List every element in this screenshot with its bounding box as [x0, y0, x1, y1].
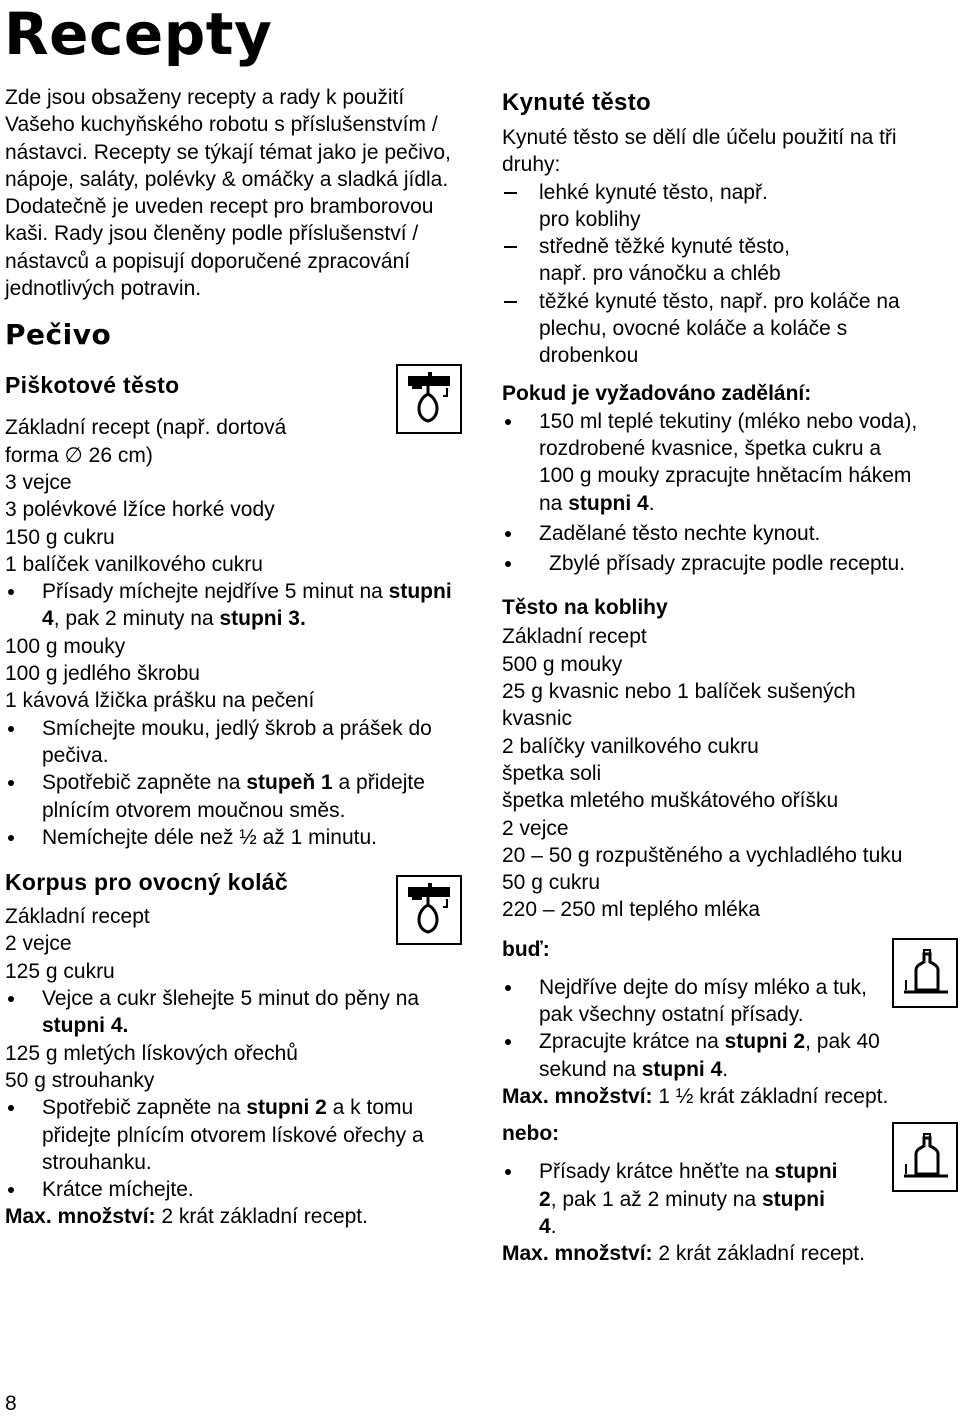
dough-type-item: lehké kynuté těsto, např. pro koblihy [502, 179, 769, 234]
step-item: Nemíchejte déle než ½ až 1 minutu. [5, 824, 475, 851]
step-item: Zbylé přísady zpracujte podle receptu. [502, 550, 957, 577]
zadelani-steps [502, 408, 957, 578]
right-column [502, 86, 957, 1267]
dough-type-item: středně těžké kynuté těsto, např. pro vánočku a chléb [502, 233, 839, 288]
dough-hook-bottle-icon [892, 938, 958, 1008]
ingredient-line: špetka mletého muškátového oříšku [502, 789, 839, 813]
ingredient-line: 125 g mletých lískových ořechů [5, 1041, 298, 1065]
ingredient-line: špetka soli [502, 761, 602, 785]
recipe-heading-koblihy: Těsto na koblihy [502, 596, 668, 620]
kynute-types [502, 179, 957, 370]
kynute-intro: Kynuté těsto se dělí dle účelu použití na tři druhy: [502, 126, 897, 177]
ingredient-line: Základní recept [502, 625, 647, 649]
step-item: 150 ml teplé tekutiny (mléko nebo voda), rozdrobené kvasnice, špetka cukru a 100 g mouky zpracujte hnětacím hákem na stupni 4. [502, 408, 919, 517]
step-item: Nejdříve dejte do mísy mléko a tuk, pak všechny ostatní přísady. [502, 974, 879, 1029]
ingredient-line: Základní recept (např. dortová forma ∅ 26 cm) [5, 416, 287, 467]
ingredient-line: 2 balíčky vanilkového cukru [502, 734, 759, 758]
ingredient-line: 500 g mouky [502, 652, 623, 676]
ingredient-line: 50 g strouhanky [5, 1068, 155, 1092]
dough-type-item: těžké kynuté těsto, např. pro koláče na plechu, ovocné koláče a koláče s drobenkou [502, 288, 919, 370]
step-item: Zpracujte krátce na stupni 2, pak 40 sekund na stupni 4. [502, 1028, 899, 1083]
step-item: Přísady krátce hněťte na stupni 2, pak 1 až 2 minuty na stupni 4. [502, 1158, 839, 1240]
recipe-heading-piskot: Piškotové těsto [5, 372, 180, 399]
ingredient-line: 125 g cukru [5, 959, 115, 983]
ingredient-line: 3 polévkové lžíce horké vody [5, 498, 275, 522]
step-item: Vejce a cukr šlehejte 5 minut do pěny na stupni 4. [5, 985, 442, 1040]
page-number: 8 [5, 1392, 17, 1415]
page-title: Recepty [4, 0, 273, 68]
left-column [5, 84, 475, 1231]
bud-max-amount: Max. množství: 1 ½ krát základní recept. [502, 1084, 889, 1108]
ingredient-line: Základní recept [5, 905, 150, 929]
ingredient-line: 1 balíček vanilkového cukru [5, 552, 263, 576]
section-heading-kynute: Kynuté těsto [502, 89, 651, 116]
korpus-steps-1 [5, 985, 475, 1040]
mixer-whisk-icon [396, 875, 462, 945]
option-label-bud: buď: [502, 937, 550, 961]
mixer-whisk-icon [396, 364, 462, 434]
ingredient-line: 150 g cukru [5, 525, 115, 549]
step-item: Spotřebič zapněte na stupni 2 a k tomu přidejte plnícím otvorem lískové ořechy a strouhanku. [5, 1094, 475, 1176]
piskot-ingredients-1 [5, 414, 475, 578]
ingredient-line: 2 vejce [502, 816, 569, 840]
ingredient-line: 20 – 50 g rozpuštěného a vychladlého tuku [502, 843, 903, 867]
ingredient-line: 100 g mouky [5, 634, 126, 658]
ingredient-line: 25 g kvasnic nebo 1 balíček sušených kvasnic [502, 680, 856, 731]
ingredient-line: 1 kávová lžička prášku na pečení [5, 689, 315, 713]
option-label-nebo: nebo: [502, 1122, 560, 1146]
nebo-steps [502, 1158, 957, 1240]
zadelani-heading: Pokud je vyžadováno zadělání: [502, 381, 812, 405]
step-item: Smíchejte mouku, jedlý škrob a prášek do pečiva. [5, 715, 475, 770]
korpus-max-amount: Max. množství: 2 krát základní recept. [5, 1205, 368, 1229]
piskot-steps-2 [5, 715, 475, 851]
step-item: Krátce míchejte. [5, 1176, 475, 1203]
ingredient-line: 50 g cukru [502, 871, 601, 895]
korpus-ingredients-2 [5, 1040, 475, 1095]
intro-text: Zde jsou obsaženy recepty a rady k použití Vašeho kuchyňského robotu s příslušenstvím / nástavci. Recepty se týkají témat jako je pečivo, nápoje, saláty, polévky & omáčky a sladká jídla. Dodatečně je uveden recept pro bramborovou kaši. Rady jsou členěny podle příslušenství / nástavců a popisují doporučené zpracování jednotlivých potravin. [5, 86, 451, 301]
korpus-steps-2 [5, 1094, 475, 1203]
koblihy-ingredients [502, 623, 957, 923]
piskot-ingredients-2 [5, 633, 475, 715]
step-item: Zadělané těsto nechte kynout. [502, 520, 957, 547]
ingredient-line: 100 g jedlého škrobu [5, 662, 200, 686]
section-heading-pecivo: Pečivo [5, 318, 112, 352]
piskot-steps-1 [5, 578, 475, 633]
dough-hook-bottle-icon [892, 1122, 958, 1192]
ingredient-line: 220 – 250 ml teplého mléka [502, 898, 760, 922]
bud-steps [502, 974, 957, 1083]
recipe-heading-korpus: Korpus pro ovocný koláč [5, 869, 288, 896]
step-item: Spotřebič zapněte na stupeň 1 a přidejte plnícím otvorem moučnou směs. [5, 769, 442, 824]
ingredient-line: 3 vejce [5, 470, 72, 494]
step-item: Přísady míchejte nejdříve 5 minut na stupni 4, pak 2 minuty na stupni 3. [5, 578, 475, 633]
ingredient-line: 2 vejce [5, 932, 72, 956]
nebo-max-amount: Max. množství: 2 krát základní recept. [502, 1242, 865, 1266]
